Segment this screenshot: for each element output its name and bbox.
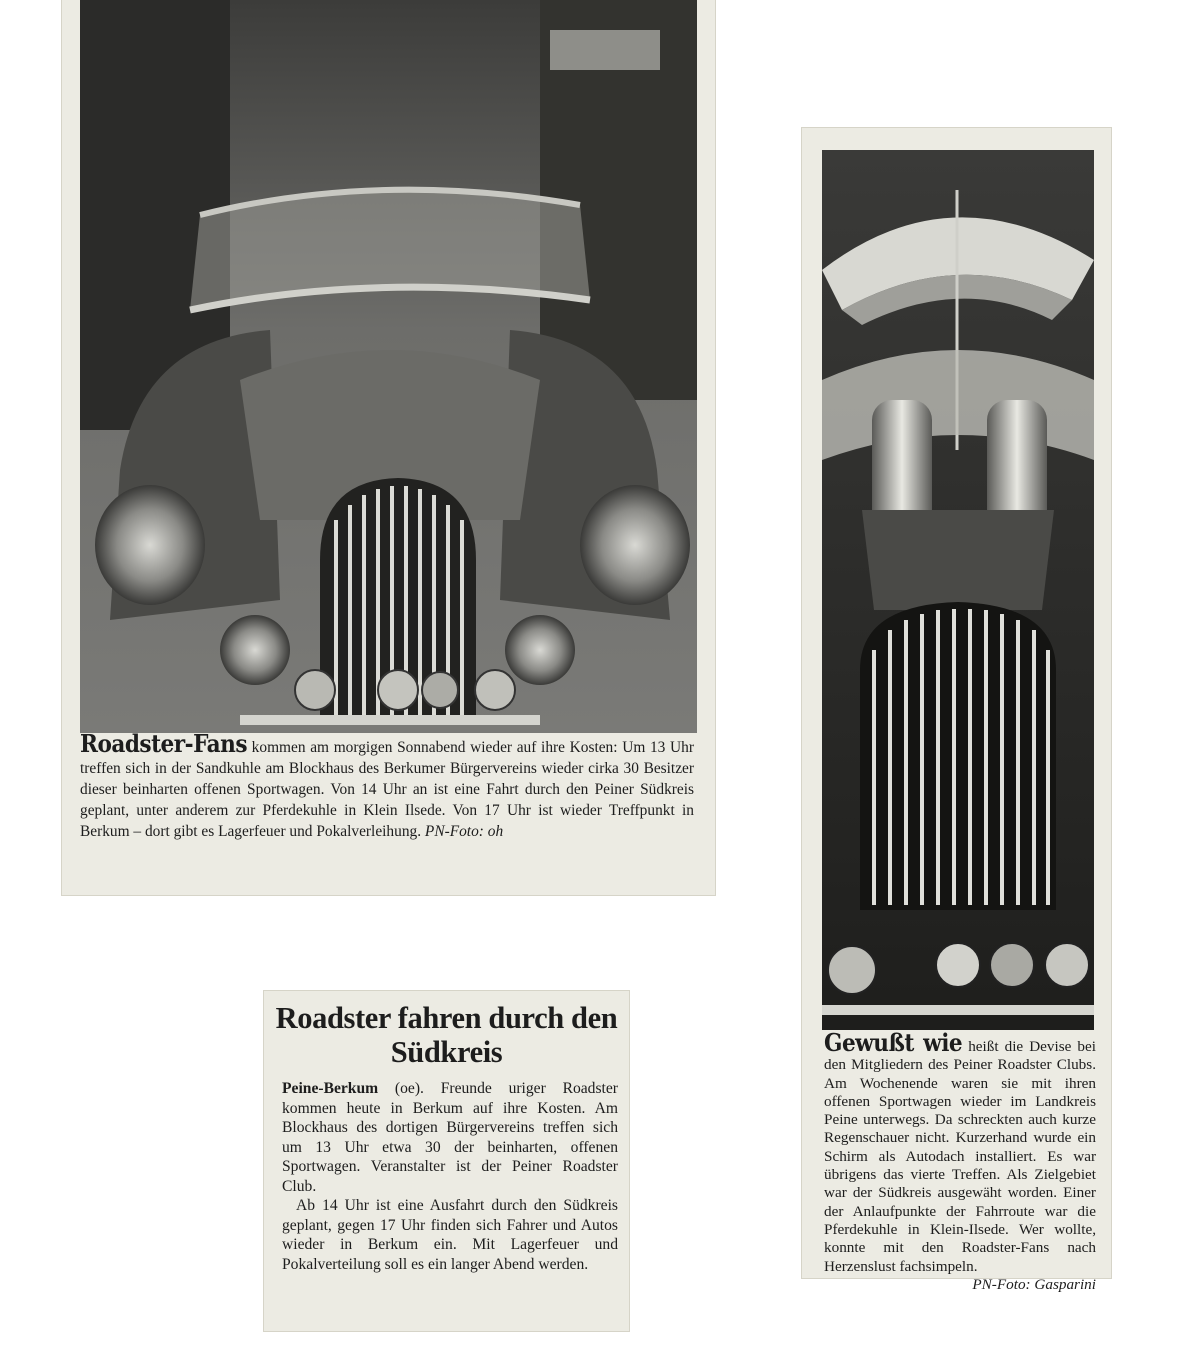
roadster-photo-illustration [80,0,697,733]
photo-caption [80,729,694,842]
photo-credit: PN-Foto: oh [424,823,504,840]
umbrella-roadster-photo [822,150,1094,1030]
roadster-front-photo [80,0,697,733]
caption-text: heißt die Devise bei den Mitgliedern des Peiner Roadster Clubs. Am Wochenende waren sie mit ihren offenen Sportwagen wieder im Landkreis Peine unterwegs. Da schreckten auch kurze Regenschauer nicht. Kurzerhand wurde ein Schirm als Autodach installiert. Es war übrigens das vierte Treffen. Als Zielgebiet war der Südkreis ausgewäht worden. Einer der Anlaufpunkte der Fahrroute war die Pferdekuhle in Klein-Ilsede. Wer wollte, konnte mit den Roadster-Fans nach Herzenslust fachsimpeln. [824,1038,1096,1275]
caption-text: kommen am morgigen Sonnabend wieder auf ihre Kosten: Um 13 Uhr treffen sich in der Sandkuhle am Blockhaus des Berkumer Bürgervereins wieder cirka 30 Besitzer dieser beinharten offenen Sportwagen. Von 14 Uhr an ist eine Fahrt durch den Peiner Südkreis geplant, unter anderem zur Pferdekuhle in Klein Ilsede. Von 17 Uhr ist wieder Treffpunkt in Berkum – dort gibt es Lagerfeuer und Pokalverleihung. [80,739,694,840]
article-body [282,1079,618,1274]
article-paragraph-1-text: (oe). Freunde uriger Roadster kommen heute in Berkum auf ihre Kosten. Am Blockhaus des dortigen Bürgervereins treffen sich um 13 Uhr etwa 30 der beinharten, offenen Sportwagen. Veranstalter ist der Peiner Roadster Club. [282,1080,618,1195]
caption-headline: Roadster-Fans [80,729,247,758]
article-headline: Roadster fahren durch den Südkreis [275,1001,618,1069]
article-paragraph-1 [282,1079,618,1196]
clipping-article [264,991,629,1331]
article-dateline: Peine-Berkum [282,1080,379,1097]
photo-credit: PN-Foto: Gasparini [972,1275,1096,1293]
umbrella-photo-illustration [822,150,1094,1030]
clipping-gewusst-wie [802,128,1111,1293]
article-paragraph-2: Ab 14 Uhr ist eine Ausfahrt durch den Südkreis geplant, gegen 17 Uhr finden sich Fahrer und Autos wieder in Berkum ein. Mit Lagerfeuer und Pokalverteilung soll es ein langer Abend werden. [282,1197,618,1273]
photo-caption [824,1028,1096,1294]
caption-headline: Gewußt wie [824,1028,963,1057]
clipping-roadster-fans [62,0,715,895]
